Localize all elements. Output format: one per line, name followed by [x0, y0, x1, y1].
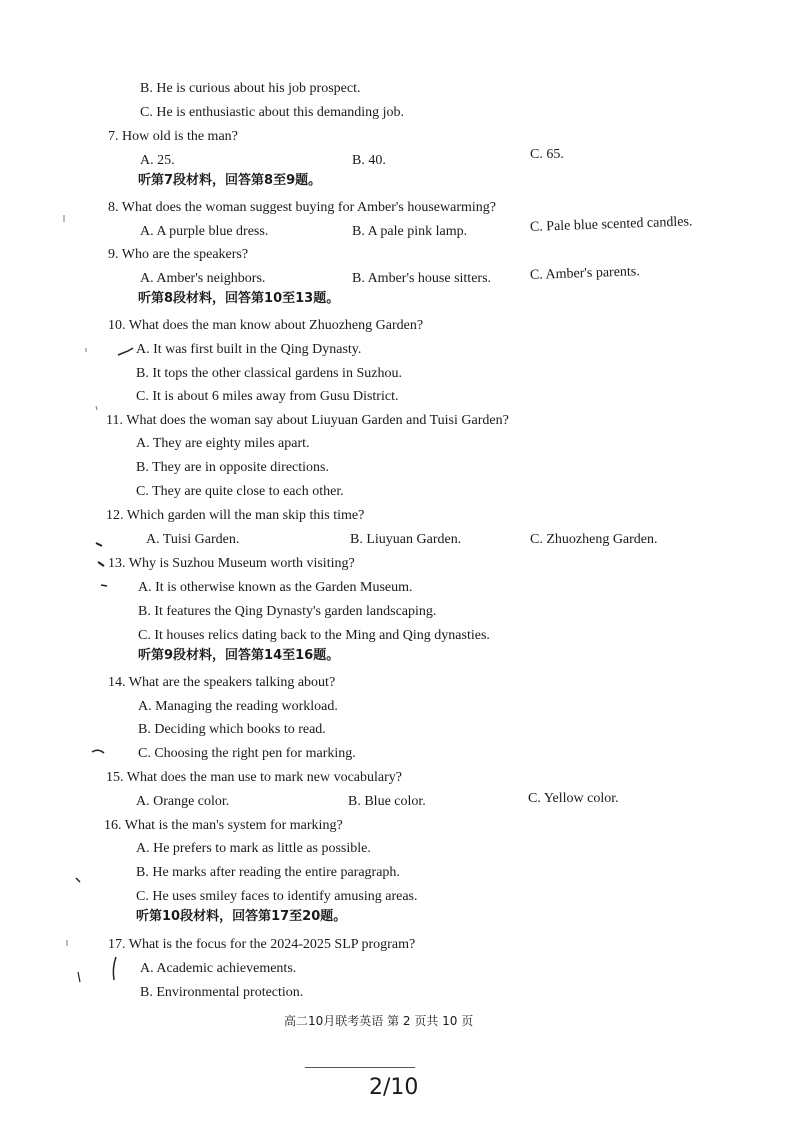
q9-question: 9. Who are the speakers? [108, 247, 249, 262]
q15-option-a: A. Orange color. [136, 794, 230, 809]
q15-question: 15. What does the man use to mark new vocabulary? [106, 770, 402, 785]
pen-tick-q10 [118, 348, 133, 355]
section-instruction-10: 听第10段材料，回答第17至20题。 [136, 909, 347, 924]
q10-option-a: A. It was first built in the Qing Dynasty. [136, 342, 362, 357]
q15-option-c: C. Yellow color. [528, 791, 619, 806]
q7-option-b: B. 40. [352, 153, 386, 168]
q13-option-a: A. It is otherwise known as the Garden Museum. [138, 580, 413, 595]
pen-mark-q16 [76, 878, 80, 882]
q12-option-b: B. Liuyuan Garden. [350, 532, 462, 547]
q9-option-a: A. Amber's neighbors. [140, 271, 266, 286]
q15-option-b: B. Blue color. [348, 794, 426, 809]
q13-option-c: C. It houses relics dating back to the Ming and Qing dynasties. [138, 628, 490, 643]
q17-option-a: A. Academic achievements. [140, 961, 297, 976]
q14-option-a: A. Managing the reading workload. [138, 699, 338, 714]
pen-arc-q14 [92, 750, 104, 753]
q12-question: 12. Which garden will the man skip this time? [106, 508, 365, 523]
q8-option-c: C. Pale blue scented candles. [529, 214, 693, 235]
q8-option-b: B. A pale pink lamp. [352, 224, 468, 239]
q8-question: 8. What does the woman suggest buying for Amber's housewarming? [108, 200, 496, 215]
q7-option-c: C. 65. [530, 147, 564, 162]
q11-option-b: B. They are in opposite directions. [136, 460, 329, 475]
q17-option-b: B. Environmental protection. [140, 985, 304, 1000]
q7-question: 7. How old is the man? [108, 129, 238, 144]
page-number: 2/10 [369, 1075, 419, 1100]
q11-question: 11. What does the woman say about Liuyuan Garden and Tuisi Garden? [106, 413, 509, 428]
pen-dash-q13 [101, 585, 107, 586]
q16-option-a: A. He prefers to mark as little as possible. [136, 841, 371, 856]
q14-option-c: C. Choosing the right pen for marking. [138, 746, 356, 761]
q10-option-c: C. It is about 6 miles away from Gusu District. [136, 389, 399, 404]
page-footer: 高二10月联考英语 第 2 页共 10 页 [284, 1014, 474, 1028]
q10-question: 10. What does the man know about Zhuozheng Garden? [108, 318, 424, 333]
q16-option-c: C. He uses smiley faces to identify amusing areas. [136, 889, 418, 904]
q17-question: 17. What is the focus for the 2024-2025 SLP program? [108, 937, 416, 952]
scan-speck-3 [96, 406, 97, 410]
q8-option-a: A. A purple blue dress. [140, 224, 269, 239]
q11-option-a: A. They are eighty miles apart. [136, 436, 310, 451]
q6-option-b: B. He is curious about his job prospect. [140, 81, 361, 96]
pen-mark-left [78, 972, 80, 982]
q12-option-a: A. Tuisi Garden. [146, 532, 240, 547]
q14-question: 14. What are the speakers talking about? [108, 675, 336, 690]
section-instruction-9: 听第9段材料，回答第14至16题。 [138, 648, 340, 663]
q11-option-c: C. They are quite close to each other. [136, 484, 344, 499]
q6-option-c: C. He is enthusiastic about this demanding job. [140, 105, 405, 120]
pen-dot-q13 [98, 562, 104, 566]
q16-option-b: B. He marks after reading the entire paragraph. [136, 865, 400, 880]
q14-option-b: B. Deciding which books to read. [138, 722, 326, 737]
q7-option-a: A. 25. [140, 153, 175, 168]
q13-option-b: B. It features the Qing Dynasty's garden landscaping. [138, 604, 437, 619]
q9-option-b: B. Amber's house sitters. [352, 271, 492, 286]
q16-question: 16. What is the man's system for marking? [104, 818, 343, 833]
section-instruction-7: 听第7段材料，回答第8至9题。 [138, 173, 322, 188]
q12-option-c: C. Zhuozheng Garden. [530, 532, 658, 547]
q13-question: 13. Why is Suzhou Museum worth visiting? [108, 556, 355, 571]
pen-bracket-q17 [113, 957, 116, 980]
section-instruction-8: 听第8段材料，回答第10至13题。 [138, 291, 340, 306]
q9-option-c: C. Amber's parents. [529, 264, 641, 283]
q10-option-b: B. It tops the other classical gardens in Suzhou. [136, 366, 402, 381]
pen-dot-q12 [96, 543, 102, 546]
